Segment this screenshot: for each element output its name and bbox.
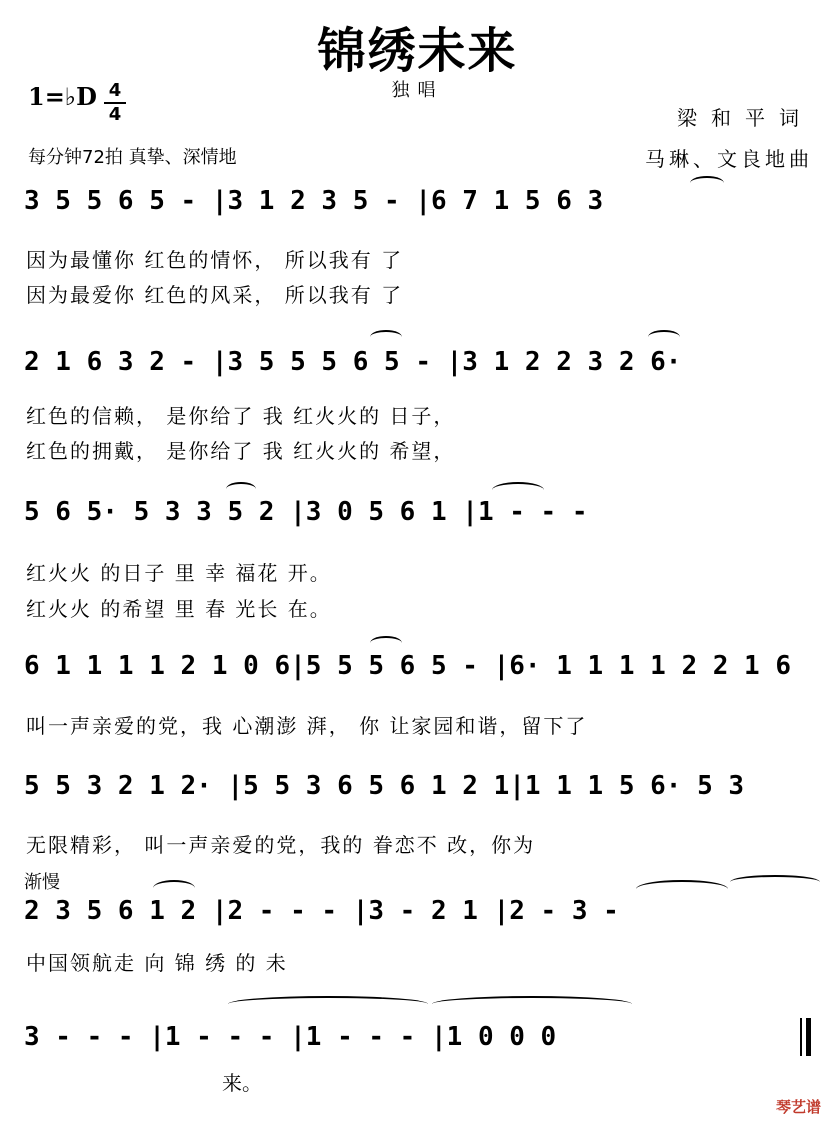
- tie-4: [226, 482, 256, 496]
- final-lyric: 来。: [222, 1071, 262, 1095]
- time-signature-top: 4: [108, 80, 122, 101]
- tie-2: [370, 330, 402, 344]
- notes-line-5: 5 5 3 2 1 2· |5 5 3 6 5 6 1 2 1|1 1 1 5 6· 5 3: [24, 771, 745, 801]
- final-barline-thin: [800, 1018, 802, 1056]
- tie-7: [153, 880, 195, 896]
- watermark-logo: 琴艺谱: [775, 1098, 821, 1116]
- tie-8: [636, 880, 728, 898]
- time-signature: [104, 80, 126, 126]
- lyric-line-2a: 红色的信赖， 是你给了 我 红火火的 日子，: [26, 404, 456, 428]
- lyric-line-4: 叫一声亲爱的党，我 心潮澎 湃， 你 让家园和谐，留下了: [26, 714, 588, 738]
- notes-line-1: 3 5 5 6 5 - |3 1 2 3 5 - |6 7 1 5 6 3: [24, 186, 604, 216]
- tie-10: [228, 996, 428, 1012]
- tie-9: [730, 875, 820, 889]
- ritardando-marking: 渐慢: [24, 872, 60, 893]
- tempo-marking: 每分钟72拍 真挚、深情地: [28, 147, 237, 168]
- lyricist-credit: 梁和平词: [677, 106, 813, 130]
- tie-5: [492, 482, 544, 498]
- time-signature-bottom: 4: [104, 102, 126, 126]
- final-barline-thick: [806, 1018, 811, 1056]
- tie-11: [432, 996, 632, 1012]
- lyric-line-1b: 因为最爱你 红色的风采， 所以我有 了: [26, 283, 404, 307]
- notes-line-3: 5 6 5· 5 3 3 5 2 |3 0 5 6 1 |1 - - -: [24, 497, 588, 527]
- tie-1: [690, 176, 724, 190]
- key-signature: 1=♭D: [28, 82, 97, 111]
- page-title: 锦绣未来: [317, 23, 518, 79]
- lyric-line-6: 中国领航走 向 锦 绣 的 未: [26, 951, 288, 975]
- notes-line-7: 3 - - - |1 - - - |1 - - - |1 0 0 0: [24, 1022, 557, 1052]
- lyric-line-1a: 因为最懂你 红色的情怀， 所以我有 了: [26, 248, 404, 272]
- lyric-line-3a: 红火火 的日子 里 幸 福花 开。: [26, 561, 332, 585]
- notes-line-4: 6 1 1 1 1 2 1 0 6|5 5 5 6 5 - |6· 1 1 1 1 2 2 1 6: [24, 651, 792, 681]
- tie-3: [648, 330, 680, 344]
- notes-line-6: 2 3 5 6 1 2 |2 - - - |3 - 2 1 |2 - 3 -: [24, 896, 619, 926]
- subtitle: 独唱: [391, 80, 444, 101]
- lyric-line-2b: 红色的拥戴， 是你给了 我 红火火的 希望，: [26, 439, 456, 463]
- lyric-line-3b: 红火火 的希望 里 春 光长 在。: [26, 597, 332, 621]
- notes-line-2: 2 1 6 3 2 - |3 5 5 5 6 5 - |3 1 2 2 3 2 6·: [24, 347, 682, 377]
- tie-6: [370, 636, 402, 650]
- lyric-line-5: 无限精彩， 叫一声亲爱的党，我的 眷恋不 改，你为: [26, 833, 536, 857]
- composer-credit: 马琳、文良地曲: [645, 147, 813, 171]
